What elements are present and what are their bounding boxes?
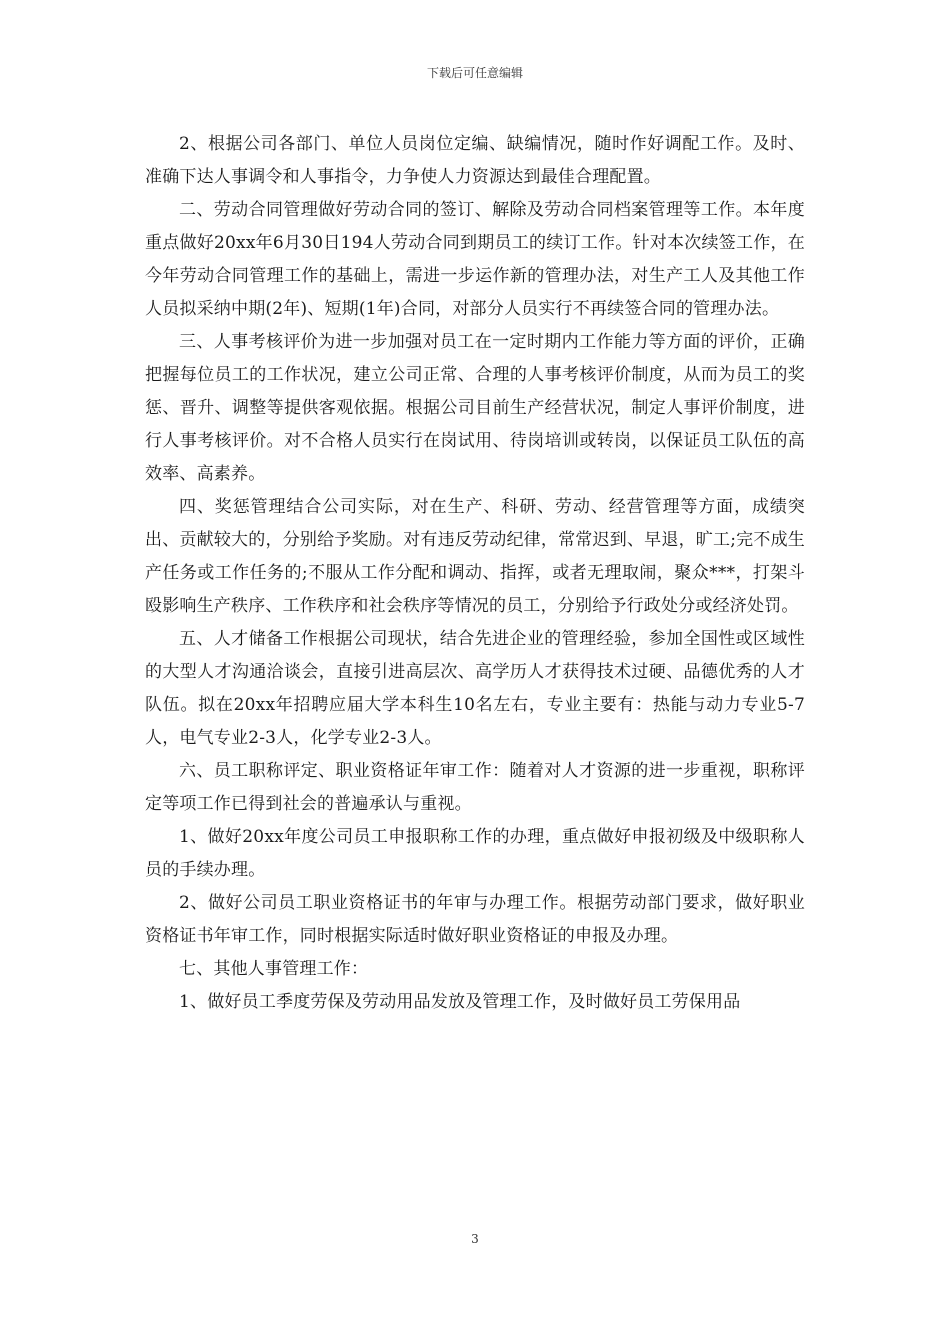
paragraph-10: 1、做好员工季度劳保及劳动用品发放及管理工作，及时做好员工劳保用品: [179, 992, 741, 1012]
paragraph-2: 二、劳动合同管理做好劳动合同的签订、解除及劳动合同档案管理等工作。本年度重点做好20xx年6月30日194人劳动合同到期员工的续订工作。针对本次续签工作，在今年劳动合同管理工作的基础上，需进一步运作新的管理办法，对生产工人及其他工作人员拟采纳中期(2年)、短期(1年)合同，对部分人员实行不再续签合同的管理办法。: [145, 200, 805, 319]
paragraph-6: 六、员工职称评定、职业资格证年审工作：随着对人才资源的进一步重视，职称评定等项工作已得到社会的普遍承认与重视。: [145, 761, 805, 814]
document-body: [145, 128, 805, 1019]
page-header-note: 下载后可任意编辑: [426, 66, 523, 80]
paragraph-8: 2、做好公司员工职业资格证书的年审与办理工作。根据劳动部门要求，做好职业资格证书年审工作，同时根据实际适时做好职业资格证的申报及办理。: [145, 893, 805, 946]
paragraph-7: 1、做好20xx年度公司员工申报职称工作的办理，重点做好申报初级及中级职称人员的手续办理。: [145, 827, 805, 880]
paragraph-3: 三、人事考核评价为进一步加强对员工在一定时期内工作能力等方面的评价，正确把握每位员工的工作状况，建立公司正常、合理的人事考核评价制度，从而为员工的奖惩、晋升、调整等提供客观依据。根据公司目前生产经营状况，制定人事评价制度，进行人事考核评价。对不合格人员实行在岗试用、待岗培训或转岗，以保证员工队伍的高效率、高素养。: [145, 332, 805, 484]
paragraph-1: 2、根据公司各部门、单位人员岗位定编、缺编情况，随时作好调配工作。及时、准确下达人事调令和人事指令，力争使人力资源达到最佳合理配置。: [145, 134, 805, 187]
paragraph-5: 五、人才储备工作根据公司现状，结合先进企业的管理经验，参加全国性或区域性的大型人才沟通洽谈会，直接引进高层次、高学历人才获得技术过硬、品德优秀的人才队伍。拟在20xx年招聘应届大学本科生10名左右，专业主要有：热能与动力专业5-7人，电气专业2-3人，化学专业2-3人。: [145, 629, 805, 748]
paragraph-4: 四、奖惩管理结合公司实际，对在生产、科研、劳动、经营管理等方面，成绩突出、贡献较大的，分别给予奖励。对有违反劳动纪律，常常迟到、早退，旷工;完不成生产任务或工作任务的;不服从工作分配和调动、指挥，或者无理取闹，聚众***，打架斗殴影响生产秩序、工作秩序和社会秩序等情况的员工，分别给予行政处分或经济处罚。: [145, 497, 805, 616]
page-number: 3: [471, 1232, 479, 1246]
paragraph-9: 七、其他人事管理工作：: [179, 959, 369, 979]
